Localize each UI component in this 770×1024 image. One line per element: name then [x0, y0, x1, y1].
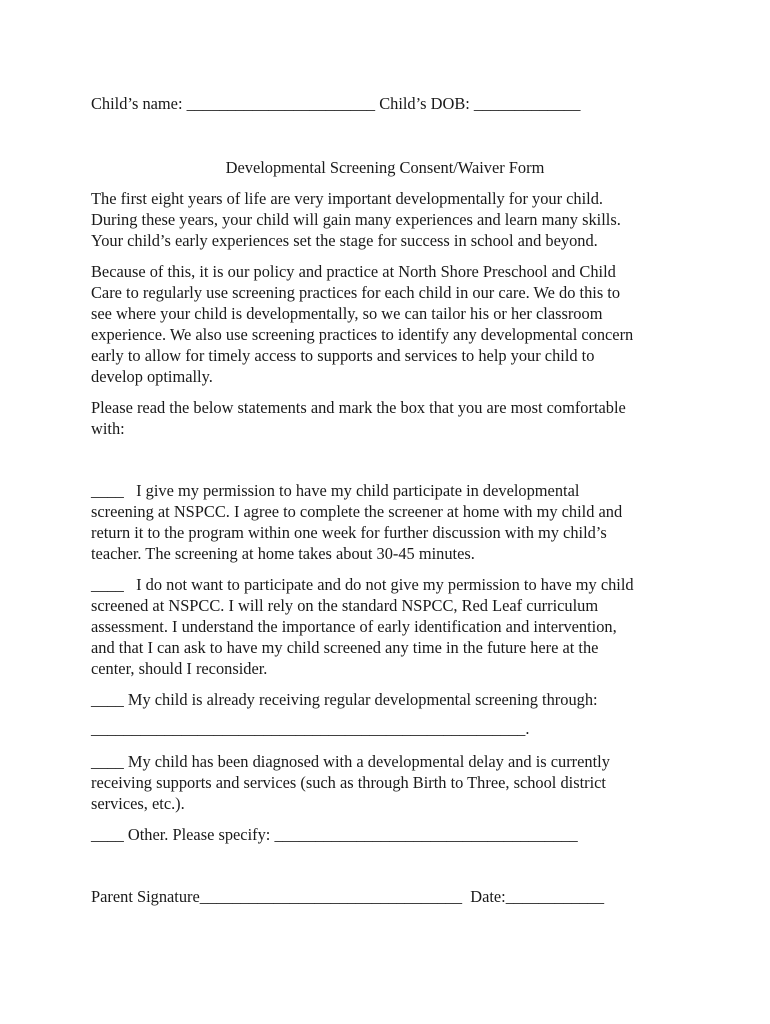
paragraph-line: see where your child is developmentally, so we can tailor his or her classroom: [91, 304, 603, 323]
option-line: receiving supports and services (such as through Birth to Three, school district: [91, 773, 606, 792]
option-line: ____ Other. Please specify: _____________________________________: [91, 825, 578, 844]
option-line: ____ I do not want to participate and do not give my permission to have my child: [91, 575, 634, 594]
option-line: _____________________________________________________.: [91, 719, 530, 738]
option-line: return it to the program within one week for further discussion with my child’s: [91, 523, 607, 542]
option-line: center, should I reconsider.: [91, 659, 268, 678]
paragraph-line: Your child’s early experiences set the stage for success in school and beyond.: [91, 231, 598, 250]
option-line: assessment. I understand the importance of early identification and intervention,: [91, 617, 617, 636]
option-line: ____ My child is already receiving regular developmental screening through:: [91, 690, 598, 709]
child-name-dob-line: Child’s name: _______________________ Child’s DOB: _____________: [91, 94, 581, 113]
form-title: Developmental Screening Consent/Waiver Form: [225, 158, 545, 177]
paragraph-line: early to allow for timely access to supports and services to help your child to: [91, 346, 595, 365]
option-line: screening at NSPCC. I agree to complete the screener at home with my child and: [91, 502, 623, 521]
option-line: services, etc.).: [91, 794, 185, 813]
paragraph-line: Because of this, it is our policy and practice at North Shore Preschool and Child: [91, 262, 616, 281]
option-line: teacher. The screening at home takes about 30-45 minutes.: [91, 544, 475, 563]
paragraph-line: Care to regularly use screening practices for each child in our care. We do this to: [91, 283, 621, 302]
signature-date-line: Parent Signature________________________________ Date:____________: [91, 887, 605, 906]
paragraph-line: During these years, your child will gain many experiences and learn many skills.: [91, 210, 621, 229]
paragraph-line: develop optimally.: [91, 367, 213, 386]
option-line: and that I can ask to have my child screened any time in the future here at the: [91, 638, 599, 657]
paragraph-line: with:: [91, 419, 125, 438]
paragraph-line: experience. We also use screening practices to identify any developmental concern: [91, 325, 634, 344]
paragraph-line: The first eight years of life are very important developmentally for your child.: [91, 189, 604, 208]
option-line: ____ My child has been diagnosed with a developmental delay and is currently: [91, 752, 610, 771]
option-line: screened at NSPCC. I will rely on the standard NSPCC, Red Leaf curriculum: [91, 596, 599, 615]
option-line: ____ I give my permission to have my child participate in developmental: [91, 481, 580, 500]
paragraph-line: Please read the below statements and mark the box that you are most comfortable: [91, 398, 626, 417]
